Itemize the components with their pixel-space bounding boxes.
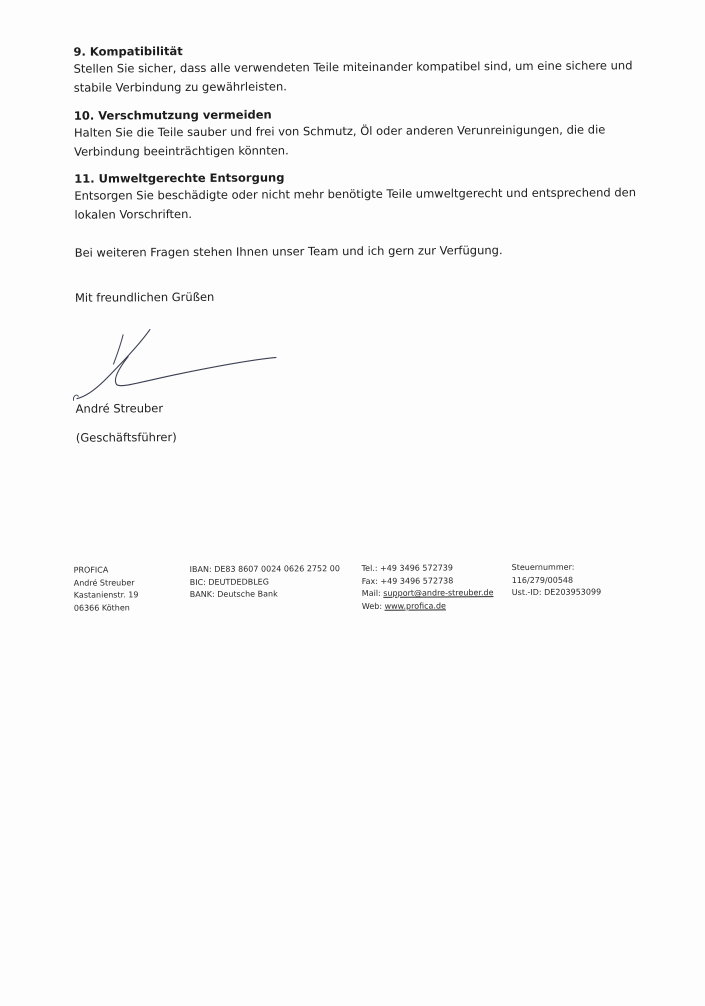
footer-company (74, 564, 139, 614)
section-text: Halten Sie die Teile sauber und frei von Schmutz, Öl oder anderen Verunreinigungen, die die Verbindung beeinträchtigen könnten. (73, 122, 606, 159)
section-pollution (74, 104, 644, 161)
web-label: Web: (361, 601, 385, 611)
contact-mail-row (362, 587, 494, 600)
signature (68, 325, 283, 406)
section-compatibility (73, 40, 643, 97)
section-heading: 9. Kompatibilität (73, 44, 183, 59)
contact-tel: Tel.: +49 3496 572739 (361, 563, 453, 573)
bank-bic: BIC: DEUTDEDBLEG (189, 577, 269, 587)
footer-tax (512, 561, 602, 599)
footer-bank (190, 563, 341, 601)
footer-contact (362, 562, 494, 613)
company-name: PROFICA (73, 565, 109, 575)
section-text: Entsorgen Sie beschädigte oder nicht mehr benötigte Teile umweltgerecht und entsprechend den lokalen Vorschriften. (74, 185, 637, 222)
bank-iban: IBAN: DE83 8607 0024 0626 2752 00 (189, 564, 340, 574)
section-heading: 10. Verschmutzung vermeiden (73, 107, 272, 123)
section-heading: 11. Umweltgerechte Entsorgung (74, 170, 285, 186)
mail-label: Mail: (361, 588, 384, 598)
contact-web-row (362, 600, 494, 613)
section-disposal (74, 167, 644, 224)
company-owner: André Streuber (73, 577, 135, 588)
mail-link[interactable]: support@andre-streuber.de (383, 588, 494, 598)
company-city: 06366 Köthen (73, 602, 130, 613)
signer-name: André Streuber (75, 401, 164, 416)
bank-name: BANK: Deutsche Bank (189, 589, 278, 599)
company-street: Kastanienstr. 19 (73, 590, 139, 600)
tax-number: 116/279/00548 (511, 575, 574, 585)
contact-fax: Fax: +49 3496 572738 (361, 575, 454, 586)
tax-label: Steuernummer: (511, 562, 575, 573)
vat-id: Ust.-ID: DE203953099 (511, 587, 602, 598)
greeting: Mit freundlichen Grüßen (74, 289, 215, 305)
questions-paragraph: Bei weiteren Fragen stehen Ihnen unser Team und ich gern zur Verfügung. (74, 243, 503, 260)
section-text: Stellen Sie sicher, dass alle verwendeten Teile miteinander kompatibel sind, um eine sichere und stabile Verbindung zu gewährleisten. (73, 58, 633, 95)
signer-role: (Geschäftsführer) (75, 430, 177, 445)
web-link[interactable]: www.profica.de (384, 600, 446, 611)
